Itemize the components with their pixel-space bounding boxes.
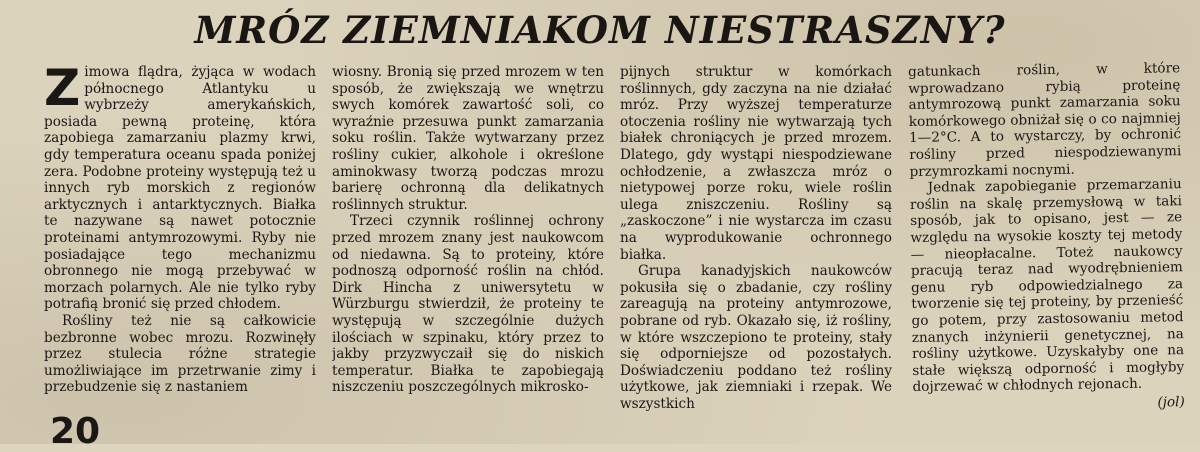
paragraph [44, 64, 316, 313]
paragraph: Trzeci czynnik roślinnej ochrony przed mrozem znany jest naukowcom od niedawna. Są to proteiny, które podnoszą odporność roślin na chłód. Dirk Hincha z uniwersytetu w Würzburgu stwierdził, że proteiny te występują w szczególnie dużych ilościach w szpinaku, który przez to jakby przyzwyczaił się do niskich temperatur. Białka te zapobiegają niszczeniu poszczególnych mikrosko- [332, 213, 604, 396]
article-title: MRÓZ ZIEMNIAKOM NIESTRASZNY? [194, 8, 1006, 52]
paragraph: gatunkach roślin, w które wprowadzano rybią proteinę antymrozową punkt zamarzania soku komórkowego obniżał się o co najmniej 1—2°C. A to wystarczy, by ochronić rośliny przed niespodziewanymi przymrozkami nocnymi. [908, 60, 1182, 180]
author-signature: (jol) [1157, 394, 1185, 411]
paragraph: Rośliny też nie są całkowicie bezbronne wobec mrozu. Rozwinęły przez stulecia różne strategie umożliwiające im przetrwanie zimy i przebudzenie się z nastaniem [44, 312, 316, 396]
article-column-3 [620, 64, 892, 424]
paragraph: pijnych struktur w komórkach roślinnych, gdy zaczyna na nie działać mróz. Przy wyższej temperaturze otoczenia rośliny nie wytwarzają tych białek chroniących je przed mrozem. Dlatego, gdy wystąpi niespodziewane ochłodzenie, a zwłaszcza mróz o nietypowej porze roku, wiele roślin ulega zniszczeniu. Rośliny są „zaskoczone” i nie wystarcza im czasu na wyprodukowanie ochronnego białka. [620, 64, 892, 263]
paragraph-text: imowa flądra, żyjąca w wodach północnego Atlantyku u wybrzeży amerykańskich, posiada pewną proteinę, która zapobiega zamarzaniu plazmy krwi, gdy temperatura oceanu spada poniżej zera. Podobne proteiny występują też u innych ryb morskich z regionów arktycznych i antarktycznych. Białka te nazywane są nawet potocznie proteinami antymrozowymi. Ryby nie posiadające tego mechanizmu obronnego nie mogą przebywać w morzach polarnych. Ale nie tylko ryby potrafią bronić się przed chłodem. [44, 64, 316, 313]
article-column-4 [908, 60, 1185, 424]
paragraph: wiosny. Bronią się przed mrozem w ten sposób, że zwiększają we wnętrzu swych komórek zawartość soli, co wyraźnie przesuwa punkt zamarzania soku roślin. Także wytwarzany przez rośliny cukier, alkohole i określone aminokwasy tworzą podczas mrozu barierę ochronną dla delikatnych roślinnych struktur. [332, 64, 604, 213]
article-column-2 [332, 64, 604, 424]
paragraph: Jednak zapobieganie przemarzaniu roślin na skalę przemysłową w taki sposób, jak to opisano, jest — ze względu na wysokie koszty tej metody — nieopłacalne. Toteż naukowcy pracują teraz nad wyodrębnieniem genu ryb odpowiedzialnego za tworzenie się tej proteiny, by przenieść go potem, przy zastosowaniu metod znanych inżynierii genetycznej, na rośliny użytkowe. Uzyskałyby one na stałe większą odporność i mogłyby dojrzewać w chłodnych rejonach. [909, 176, 1185, 396]
page-number: 20 [50, 411, 101, 452]
article-column-1 [44, 64, 316, 424]
article-body [44, 60, 1194, 424]
paragraph: Grupa kanadyjskich naukowców pokusiła się o zbadanie, czy rośliny zareagują na proteiny antymrozowe, pobrane od ryb. Okazało się, iż rośliny, w które wszczepiono te proteiny, stały się odporniejsze od pozostałych. Doświadczeniu poddano też rośliny użytkowe, jak ziemniaki i rzepak. We wszystkich [620, 263, 892, 412]
drop-cap: Z [44, 64, 81, 117]
